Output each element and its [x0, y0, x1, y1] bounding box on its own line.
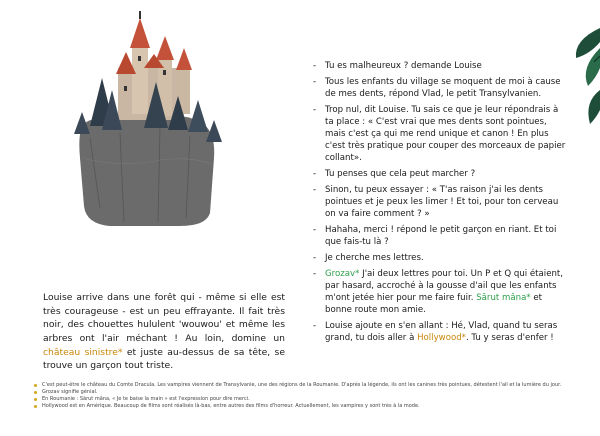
dialogue-line — [313, 252, 568, 264]
dialogue-line — [313, 60, 568, 72]
dialogue-dash: - — [313, 253, 317, 263]
story-text-before: Louise arrive dans une forêt qui - même si elle est très courageuse - est un peu effrayante. Il fait très noir, des chouettes hululent 'wouwou' et même les arbres ont l'air méchant ! Au loin, domine un — [43, 292, 285, 344]
bullet-icon — [34, 405, 37, 408]
leaves-decoration — [566, 28, 600, 128]
bullet-icon — [34, 398, 37, 401]
dialogue-line — [313, 184, 568, 220]
rock-cliff — [79, 115, 214, 226]
dialogue-dash: - — [313, 61, 317, 71]
castle-on-rock-illustration — [60, 8, 230, 233]
footnote-text: En Roumanie : Sărut mâna, « Je te baise la main » est l'expression pour dire merci. — [42, 396, 250, 402]
dialogue-dash: - — [313, 77, 317, 87]
dialogue-text: Tu penses que cela peut marcher ? — [325, 169, 476, 179]
dialogue-dash: - — [313, 269, 317, 279]
footnote — [34, 382, 574, 389]
dialogue-dash: - — [313, 105, 317, 115]
footnote — [34, 396, 574, 403]
dialogue-line-grozav — [313, 268, 568, 316]
dialogue-line — [313, 168, 568, 180]
dialogue-text: et bonne route mon amie. — [325, 293, 543, 315]
dialogue-dash: - — [313, 225, 317, 235]
dialogue-text: Sinon, tu peux essayer : « T'as raison j'ai les dents pointues et je peux les limer ! Et toi, pour ton cerveau on va faire comment ? » — [325, 185, 559, 219]
dialogue-text: Louise ajoute en s'en allant : Hé, Vlad, quand tu seras grand, tu dois aller à — [325, 321, 558, 343]
dialogue-line — [313, 224, 568, 248]
dialogue-text: Tous les enfants du village se moquent de moi à cause de mes dents, répond Vlad, le petit Transylvanien. — [325, 77, 561, 99]
dialogue-text: Tu es malheureux ? demande Louise — [325, 61, 482, 71]
dialogue-dash: - — [313, 321, 317, 331]
dialogue-text: Je cherche mes lettres. — [325, 253, 424, 263]
sarut-mana-highlight: Sărut mâna* — [476, 293, 531, 303]
castle-roof — [130, 18, 150, 48]
footnotes — [34, 382, 574, 410]
story-paragraph — [43, 291, 285, 373]
dialogue-dash: - — [313, 169, 317, 179]
dialogue-list — [313, 60, 568, 348]
hollywood-highlight: Hollywood* — [417, 333, 466, 343]
dialogue-line — [313, 76, 568, 100]
dialogue-text: . Tu y seras d'enfer ! — [465, 333, 554, 343]
footnote — [34, 389, 574, 396]
dialogue-dash: - — [313, 185, 317, 195]
dialogue-line-last — [313, 320, 568, 344]
footnote-text: C'est peut-être le château du Comte Dracula. Les vampires viennent de Transylvanie, une des régions de la Roumanie. D'après la légende, ils ont les canines très pointues, détestent l'ail et la lumière du jour. — [42, 382, 562, 388]
castle-highlight: château sinistre* — [43, 346, 123, 358]
dialogue-text: Trop nul, dit Louise. Tu sais ce que je leur répondrais à ta place : « C'est vrai que mes dents sont pointues, mais c'est ça qui me rend unique et canon ! En plus c'est très pratique pour couper des morceaux de papier collant». — [325, 105, 566, 163]
grozav-highlight: Grozav* — [325, 269, 360, 279]
story-text-after: et juste au-dessus de sa tête, se trouve un garçon tout triste. — [43, 346, 285, 372]
dialogue-text: J'ai deux lettres pour toi. Un P et Q qui étaient, par hasard, accroché à la gousse d'ail que les enfants m'ont jetée hier pour me faire fuir. — [325, 269, 564, 303]
bullet-icon — [34, 391, 37, 394]
bullet-icon — [34, 384, 37, 387]
dialogue-line — [313, 104, 568, 164]
footnote-text: Grozav signifie génial. — [42, 389, 98, 395]
dialogue-text: Hahaha, merci ! répond le petit garçon en riant. Et toi que fais-tu là ? — [325, 225, 557, 247]
footnote-text: Hollywood est en Amérique. Beaucoup de films sont réalisés là-bas, entre autres des films d'horreur. Actuellement, les vampires y sont très à la mode. — [42, 403, 420, 409]
footnote — [34, 403, 574, 410]
